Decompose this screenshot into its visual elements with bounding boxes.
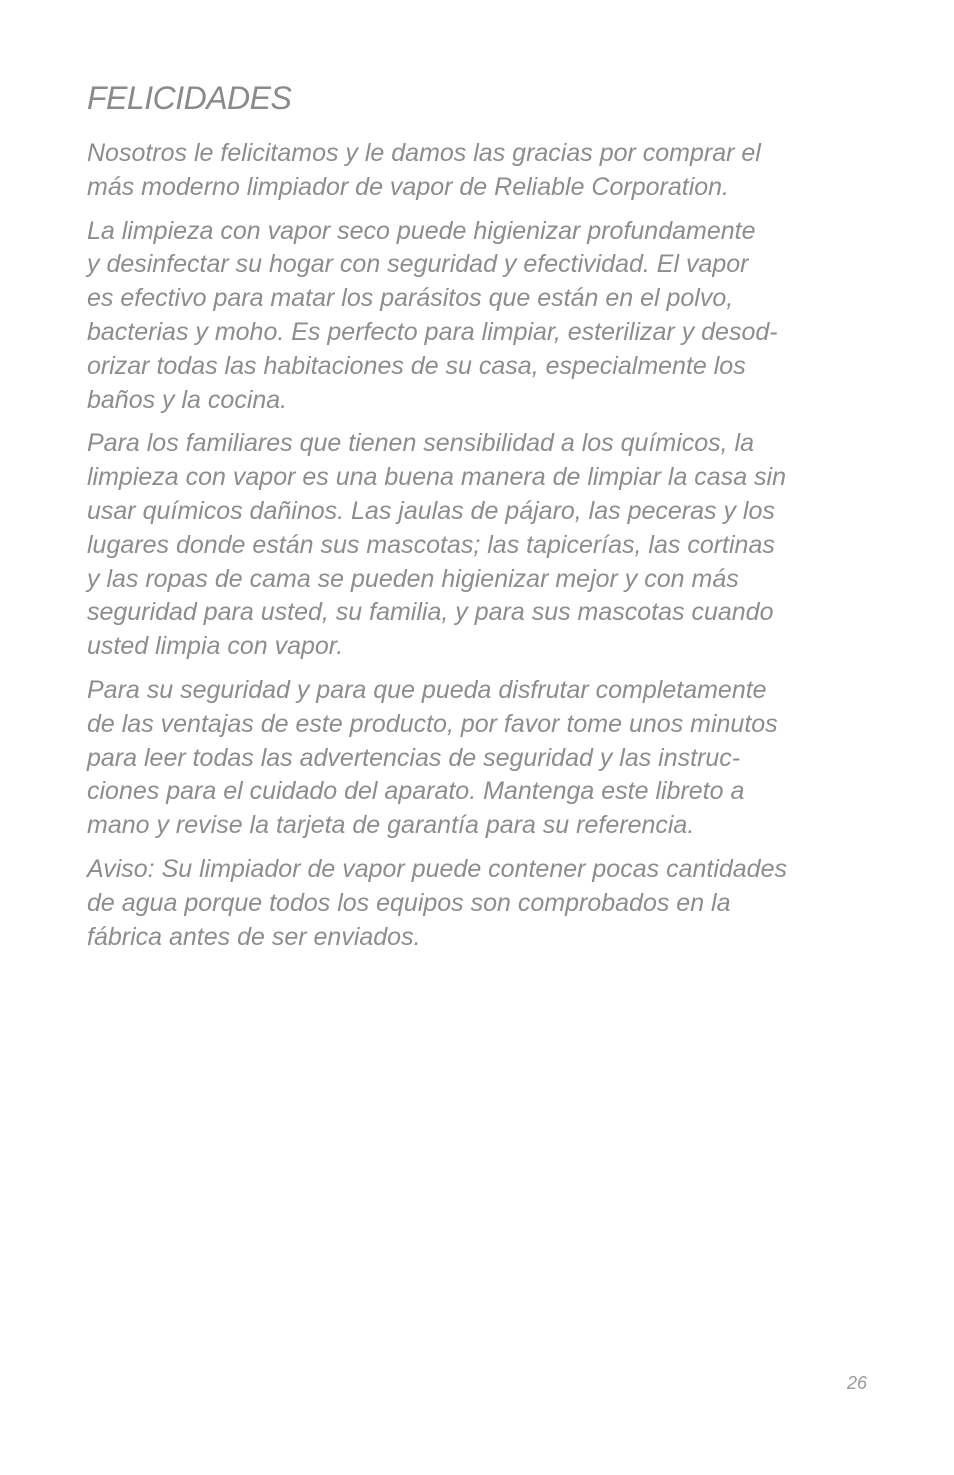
paragraph-line: ciones para el cuidado del aparato. Mantenga este libreto a [87,777,745,806]
paragraph-line: La limpieza con vapor seco puede higienizar profundamente [87,216,756,245]
paragraph-line: usted limpia con vapor. [87,632,344,661]
paragraph-line: fábrica antes de ser enviados. [87,922,421,951]
paragraph-line: seguridad para usted, su familia, y para sus mascotas cuando [87,598,774,627]
paragraph-line: Nosotros le felicitamos y le damos las gracias por comprar el [87,139,761,167]
paragraph-line: para leer todas las advertencias de seguridad y las instruc- [87,743,741,772]
paragraph-steam-cleaning [87,215,877,418]
paragraph-line: más moderno limpiador de vapor de Reliable Corporation. [87,172,730,201]
page-title: FELICIDADES [87,80,292,116]
paragraph-line: de agua porque todos los equipos son comprobados en la [87,888,731,917]
paragraph-line: lugares donde están sus mascotas; las tapicerías, las cortinas [87,530,775,559]
paragraph-line: y desinfectar su hogar con seguridad y efectividad. El vapor [87,250,749,279]
paragraph-line: Para su seguridad y para que pueda disfrutar completamente [87,675,767,704]
paragraph-line: de las ventajas de este producto, por favor tome unos minutos [87,709,778,738]
paragraph-line: es efectivo para matar los parásitos que están en el polvo, [87,284,734,313]
paragraph-chemical-sensitivity [87,427,877,664]
paragraph-line: orizar todas las habitaciones de su casa, especialmente los [87,351,746,380]
document-page [87,78,877,964]
paragraph-line: Aviso: Su limpiador de vapor puede contener pocas cantidades [87,854,787,883]
page-number: 26 [846,1373,867,1393]
paragraph-notice [87,853,877,954]
paragraph-intro [87,137,877,205]
paragraph-line: bacterias y moho. Es perfecto para limpiar, esterilizar y desod- [87,317,778,346]
paragraph-line: limpieza con vapor es una buena manera de limpiar la casa sin [87,463,786,492]
paragraph-line: mano y revise la tarjeta de garantía para su referencia. [87,811,695,840]
paragraph-safety [87,674,877,843]
paragraph-line: y las ropas de cama se pueden higienizar mejor y con más [87,564,739,593]
paragraph-line: Para los familiares que tienen sensibilidad a los químicos, la [87,429,755,458]
paragraph-line: usar químicos dañinos. Las jaulas de pájaro, las peceras y los [87,496,775,525]
paragraph-line: baños y la cocina. [87,385,288,414]
